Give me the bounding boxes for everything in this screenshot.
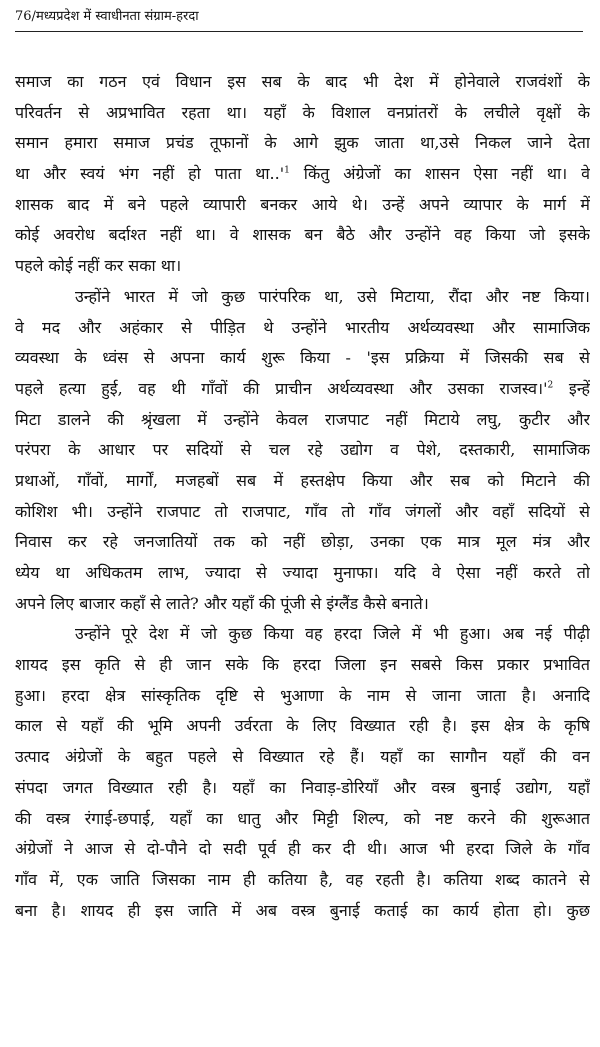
body-text [15,67,590,926]
paragraph-1 [15,67,590,282]
text-line: परिवर्तन से अप्रभावित रहता था। यहाँ के विशाल वनप्रांतरों के लचीले वृक्षों के [15,102,590,122]
text-line: पहले कोई नहीं कर सका था। [15,256,182,276]
text-line: अपने लिए बाजार कहाँ से लाते? और यहाँ की पूंजी से इंग्लैंड कैसे बनाते। [15,593,429,613]
header-rule [15,31,583,32]
text-line: निवास कर रहे जनजातियों तक को नहीं छोड़ा, उनका एक मात्र मूल मंत्र और [15,532,590,552]
text-line: समान हमारा समाज प्रचंड तूफानों के आगे झुक जाता था,उसे निकल जाने देता [15,133,590,153]
text-line: उत्पाद अंग्रेजों के बहुत पहले से विख्यात रहे हैं। यहाँ का सागौन यहाँ की वन [15,747,590,767]
text-line: उन्होंने भारत में जो कुछ पारंपरिक था, उसे मिटाया, रौंदा और नष्ट किया। [75,286,590,306]
line-text-after-footnote: इन्हें [553,378,590,398]
text-line: कोई अवरोध बर्दाश्त नहीं था। वे शासक बन बैठे और उन्होंने वह किया जो इसके [15,225,590,245]
text-line-with-footnote [15,159,590,190]
page-header [15,6,585,30]
header-separator: / [31,9,36,24]
text-line: शासक बाद में बने पहले व्यापारी बनकर आये थे। उन्हें अपने व्यापार के मार्ग में [15,194,590,214]
paragraph-2 [15,282,590,620]
line-text-after-footnote: किंतु अंग्रेजों का शासन ऐसा नहीं था। वे [289,164,590,184]
paragraph-3 [15,619,590,926]
text-line: अंग्रेजों ने आज से दो-पौने दो सदी पूर्व ही कर दी थी। आज भी हरदा जिले के गाँव [15,839,590,859]
text-line: उन्होंने पूरे देश में जो कुछ किया वह हरदा जिले में भी हुआ। अब नई पीढ़ी [75,624,590,644]
line-text: था और स्वयं भंग नहीं हो पाता था..' [15,164,285,184]
text-line-with-footnote [15,374,590,405]
footnote-mark-2: 2 [547,380,554,391]
text-line: बना है। शायद ही इस जाति में अब वस्त्र बुनाई कताई का कार्य होता हो। कुछ [15,900,590,920]
footnote-mark-1: 1 [284,165,290,176]
text-line: मिटा डालने की श्रृंखला में उन्होंने केवल राजपाट नहीं मिटाये लघु, कुटीर और [15,409,590,429]
line-text: पहले हत्या हुई, वह थी गाँवों की प्राचीन अर्थव्यवस्था और उसका राजस्व।' [15,378,548,398]
text-line: गाँव में, एक जाति जिसका नाम ही कतिया है, वह रहती है। कतिया शब्द कातने से [15,869,590,889]
text-line: की वस्त्र रंगाई-छपाई, यहाँ का धातु और मिट्टी शिल्प, को नष्ट करने की शुरूआत [15,808,590,828]
text-line: परंपरा के आधार पर सदियों से चल रहे उद्योग व पेशे, दस्तकारी, सामाजिक [15,440,590,460]
text-line: हुआ। हरदा क्षेत्र सांस्कृतिक दृष्टि से भुआणा के नाम से जाना जाता है। अनादि [15,685,590,705]
text-line: कोशिश भी। उन्होंने राजपाट तो राजपाट, गाँव तो गाँव जंगलों और वहाँ सदियों से [15,501,590,521]
text-line: शायद इस कृति से ही जान सके कि हरदा जिला इन सबसे किस प्रकार प्रभावित [15,655,590,675]
text-line: व्यवस्था के ध्वंस से अपना कार्य शुरू किया - 'इस प्रक्रिया में जिसकी सब से [15,348,590,368]
page-number: 76 [15,9,32,24]
text-line: काल से यहाँ की भूमि अपनी उर्वरता के लिए विख्यात रही है। इस क्षेत्र के कृषि [15,716,590,736]
text-line: प्रथाओं, गाँवों, मार्गों, मजहबों सब में हस्तक्षेप किया और सब को मिटाने की [15,470,590,490]
text-line: समाज का गठन एवं विधान इस सब के बाद भी देश में होनेवाले राजवंशों के [15,72,590,91]
text-line: ध्येय था अधिकतम लाभ, ज्यादा से ज्यादा मुनाफा। यदि वे ऐसा नहीं करते तो [15,563,590,582]
text-line: संपदा जगत विख्यात रही है। यहाँ का निवाड़-डोरियाँ और वस्त्र बुनाई उद्योग, यहाँ [15,777,590,797]
running-title: मध्यप्रदेश में स्वाधीनता संग्राम-हरदा [35,9,199,24]
text-line: वे मद और अहंकार से पीड़ित थे उन्होंने भारतीय अर्थव्यवस्था और सामाजिक [15,317,590,337]
